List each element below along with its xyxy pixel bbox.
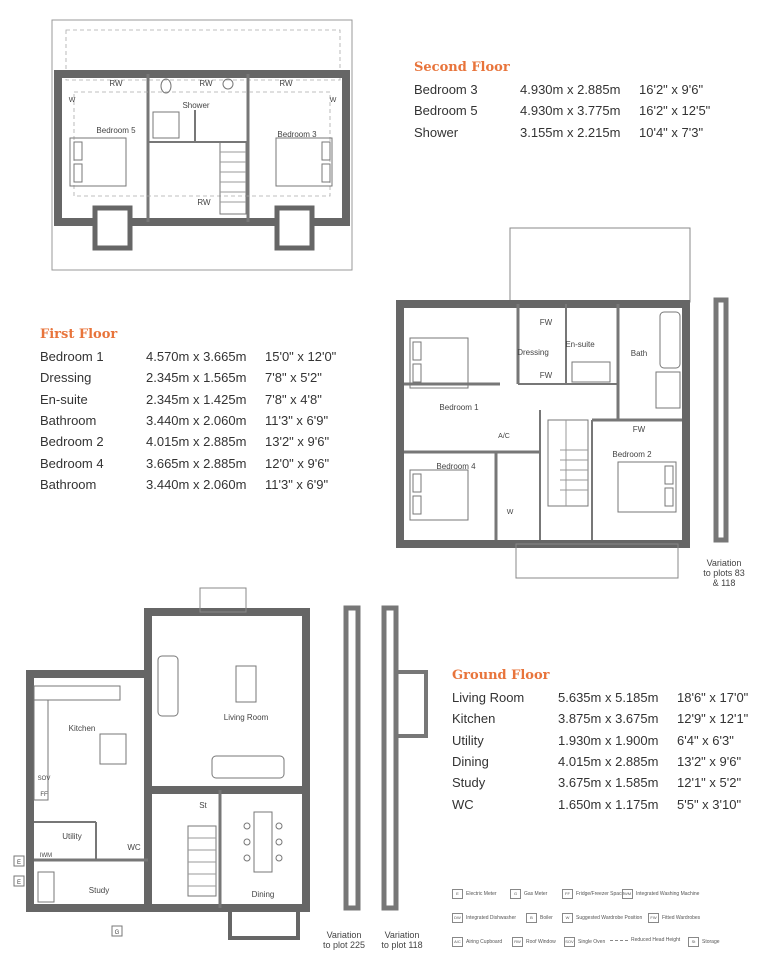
variation-note-225: Variation to plot 225 [322,930,366,950]
label-bedroom2: Bedroom 2 [612,450,652,459]
first-floor-title: First Floor [40,327,118,342]
label-w-2: W [329,97,337,104]
legend-item: E Electric Meter [452,889,497,899]
legend-item: FW Fitted Wardrobes [648,913,700,923]
table-row: Utility 1.930m x 1.900m 6'4" x 6'3" [452,732,734,748]
label-rw-3: RW [279,79,293,88]
table-row: Bedroom 1 4.570m x 3.665m 15'0" x 12'0" [40,349,337,365]
label-w-1: W [68,97,76,104]
label-rw-4: RW [197,198,211,207]
label-dressing: Dressing [517,348,549,357]
table-row: WC 1.650m x 1.175m 5'5" x 3'10" [452,796,742,812]
legend-item: A/C Airing Cupboard [452,937,502,947]
label-bedroom4: Bedroom 4 [436,462,476,471]
label-e-1: E [16,860,22,866]
second-floor-table [414,60,710,143]
label-w: W [506,509,514,516]
label-ensuite: En-suite [565,340,595,349]
legend-item: G Gas Meter [510,889,547,899]
label-bedroom5: Bedroom 5 [96,126,136,135]
label-shower: Shower [182,101,210,110]
label-fw-2: FW [539,371,553,380]
table-row: En-suite 2.345m x 1.425m 7'8" x 4'8" [40,391,322,407]
table-row: Bedroom 2 4.015m x 2.885m 13'2" x 9'6" [40,434,330,450]
variation-note-first: Variation to plots 83 & 118 [703,558,745,588]
table-row: Bathroom 3.440m x 2.060m 11'3" x 6'9" [40,413,329,429]
second-floor-plan [52,20,352,270]
label-study: Study [88,886,110,895]
table-row: Study 3.675m x 1.585m 12'1" x 5'2" [452,775,742,791]
legend-item: DW Integrated Dishwasher [452,913,516,923]
table-row: Bathroom 3.440m x 2.060m 11'3" x 6'9" [40,476,329,492]
table-row: Shower 3.155m x 2.215m 10'4" x 7'3" [414,124,704,140]
table-row: Dining 4.015m x 2.885m 13'2" x 9'6" [452,754,742,770]
label-iwm: IWM [39,853,53,859]
label-dining: Dining [251,890,275,899]
table-row: Living Room 5.635m x 5.185m 18'6" x 17'0" [452,690,749,706]
label-fw-3: FW [632,425,646,434]
ground-floor-plan [14,588,426,938]
label-e-2: E [16,880,22,886]
legend-item: W Suggested Wardrobe Position [562,913,642,923]
legend-item: FF Fridge/Freezer Space [562,889,624,899]
legend-item: St Storage [688,937,720,947]
legend [452,889,752,951]
second-floor-title: Second Floor [414,60,510,75]
legend-item: Reduced Head Height [610,937,680,943]
ground-floor-title: Ground Floor [452,668,550,683]
table-row: Bedroom 3 4.930m x 2.885m 16'2" x 9'6" [414,82,704,98]
variation-note-118: Variation to plot 118 [381,930,423,950]
legend-item: SOV Single Oven [565,939,606,945]
label-living-room: Living Room [223,713,269,722]
label-bedroom3: Bedroom 3 [277,130,317,139]
first-floor-plan [400,228,726,578]
label-g: G [114,930,120,936]
label-rw-1: RW [109,79,123,88]
label-bedroom1: Bedroom 1 [439,403,479,412]
label-fw-1: FW [539,318,553,327]
label-utility: Utility [62,832,82,841]
table-row: Dressing 2.345m x 1.565m 7'8" x 5'2" [40,370,322,386]
label-bath: Bath [630,349,648,358]
ground-floor-table [452,668,748,815]
table-row: Bedroom 4 3.665m x 2.885m 12'0" x 9'6" [40,455,330,471]
legend-item: WM Integrated Washing Machine [623,891,700,897]
table-row: Kitchen 3.875m x 3.675m 12'9" x 12'1" [452,711,749,727]
first-floor-table [40,327,336,495]
label-sov: SOV [37,776,51,782]
legend-item: B Boiler [526,913,553,923]
label-ff: FF [40,792,48,798]
label-kitchen: Kitchen [68,724,96,733]
label-ac: A/C [498,433,510,440]
dashed-line-icon [610,940,628,941]
table-row: Bedroom 5 4.930m x 3.775m 16'2" x 12'5" [414,103,711,119]
label-st: St [199,801,207,810]
legend-item: RW Roof Window [512,937,556,947]
label-wc: WC [127,843,141,852]
label-rw-2: RW [199,79,213,88]
